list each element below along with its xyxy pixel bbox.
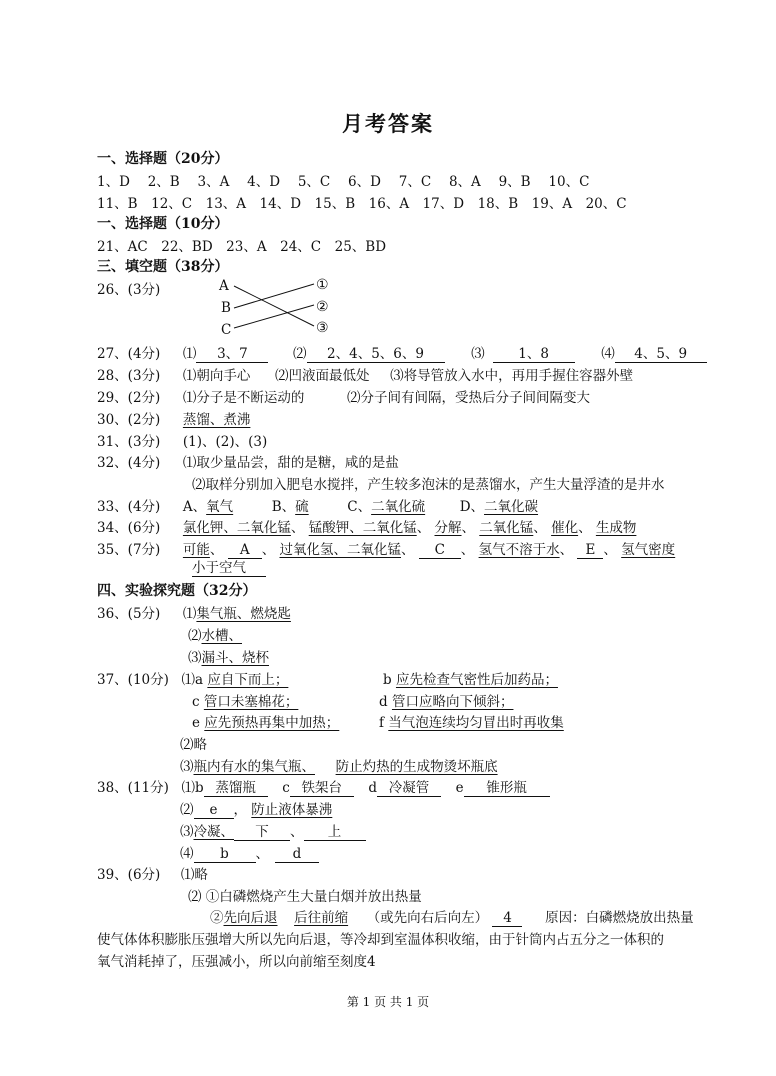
q38-row-1 [97,776,550,797]
q28-answer-3: ⑶将导管放入水中，再用手握住容器外壁 [390,368,634,384]
q38-part-4-answer-1: b [194,847,256,863]
q34-answer-6: 生成物 [595,520,637,536]
q38-row-3: ⑶冷凝、 下 、 上 [180,820,366,841]
q38-c-answer: 铁架台 [290,781,354,797]
q32-answer-2: ⑵取样分别加入肥皂水搅拌，产生较多泡沫的是蒸馏水，产生大量浮渣的是井水 [192,477,665,493]
q38-part-4-answer-2: d [275,847,319,863]
section-heading-4: 四、实验探究题（32分） [97,583,257,599]
q37-a-label: ⑴a [181,672,204,688]
q29-number: 29、(2分) [97,390,161,406]
match-left-b: B [221,300,231,316]
q36-row-2 [188,624,242,644]
q36-number: 36、(5分) [97,606,161,622]
q37-a-answer: 应自下而上； [207,672,289,688]
q27-answer-3: 1、8 [493,347,575,363]
q35-answer-8: 小于空气 [192,561,266,577]
match-line-c-2 [234,305,314,328]
q34-answer-2: 锰酸钾、二氧化锰 [308,520,417,536]
q37-f-label: f [379,715,384,731]
q39-part-1: ⑴略 [180,867,208,883]
q28-answer-1: ⑴朝向手心 [182,368,251,384]
match-right-2: ② [316,299,329,315]
q28-number: 28、(3分) [97,368,161,384]
q35-number: 35、(7分) [97,542,161,558]
q38-part-2-answer-1: e [194,803,234,819]
q38-c-label: c [282,780,290,796]
q33-d-answer: 二氧化碳 [484,499,539,515]
q27-answer-4: 4、5、9 [615,347,707,363]
section-heading-2: 一、选择题（10分） [97,216,229,232]
q39-number: 39、(6分) [97,867,161,883]
q29-row [97,386,590,406]
q33-row [97,495,538,515]
q33-a-answer: 氧气 [206,499,234,515]
q38-row-2: ⑵ e ， 防止液体暴沸 [180,802,333,818]
q39-reason-line-1: 使气体体积膨胀压强增大所以先向后退，等冷却到室温体积收缩，由于针筒内占五分之一体积的 [97,932,664,948]
matching-lines [210,272,320,332]
q37-b-answer: 应先检查气密性后加药品； [395,672,558,688]
q39-answer-move-2: 后往前缩 [294,910,349,926]
q37-b-label: b [383,672,392,688]
match-right-3: ③ [316,320,329,336]
q34-answer-3: 分解 [434,520,462,536]
q37-e-label: e [192,715,200,731]
q31-answer: (1)、(2)、(3) [182,434,268,450]
mc-answers-line-1: 1、D 2、B 3、A 4、D 5、C 6、D 7、C 8、A 9、B 10、C [97,174,590,190]
q38-part-2-label: ⑵ [180,802,194,818]
q34-answer-5: 催化 [551,520,579,536]
q33-a-label: A、 [182,499,207,515]
q37-part-3 [180,755,498,775]
q39-answer-alternative: （或先向右后向左） [366,910,489,926]
q38-part-3-answer-3: 上 [304,825,366,841]
q37-part-3-answer-2: 防止灼热的生成物烫坏瓶底 [335,759,498,775]
q38-b-answer: 蒸馏瓶 [204,781,268,797]
q36-part-2-label: ⑵ [188,628,202,644]
q35-row-2 [192,560,266,577]
q39-answer-scale: 4 [492,911,522,927]
q35-answer-5: 氢气不溶于水 [478,542,560,558]
q39-part-2-line-1: ⑵ ①白磷燃烧产生大量白烟并放出热量 [188,889,422,905]
q36-part-3-label: ⑶ [188,650,202,666]
q30-answer: 蒸馏、煮沸 [182,412,251,428]
q27-part-3-label: ⑶ [471,346,485,362]
q35-row: 35、(7分) 可能、 A 、 过氧化氢、二氧化锰、 C 、 氢气不溶于水、 E 、 氢气密度 [97,542,676,558]
match-right-1: ① [316,277,329,293]
q36-answer-2: 水槽、 [201,628,242,644]
match-left-c: C [221,322,232,338]
page-footer: 第 1 页 共 1 页 [346,995,430,1009]
q26-number: 26、(3分) [97,282,161,298]
q35-answer-2: A [228,543,262,559]
q29-answer-2: ⑵分子间有间隔，受热后分子间间隔变大 [347,390,590,406]
q36-answer-1: 集气瓶、燃烧匙 [196,606,291,622]
q33-number: 33、(4分) [97,499,161,515]
q30-number: 30、(2分) [97,412,161,428]
match-line-a-3 [234,286,314,326]
q37-f-answer: 当气泡连续均匀冒出时再收集 [388,715,564,731]
q39-answer-move-1: 先向后退 [223,910,278,926]
q35-answer-3: 过氧化氢、二氧化锰 [279,542,401,558]
q37-part-2: ⑵略 [180,737,207,753]
q33-b-label: B、 [271,499,296,515]
q38-row-4: ⑷ b 、 d [180,842,319,863]
q29-answer-1: ⑴分子是不断运动的 [182,390,305,406]
section-heading-1: 一、选择题（20分） [97,151,229,167]
q39-part-2-line-2 [210,906,694,927]
q35-answer-4: C [419,543,461,559]
q37-row-1 [97,668,288,688]
q39-row-1 [97,863,208,883]
q27-part-4-label: ⑷ [601,346,615,362]
q38-d-label: d [368,780,378,796]
q30-row [97,408,250,428]
q37-c [192,690,298,710]
section-heading-3: 三、填空题（38分） [97,259,229,275]
q38-e-label: e [455,780,464,796]
q38-part-3-answer-2: 下 [234,825,290,841]
q34-row: 34、(6分) 氯化钾、二氧化锰、 锰酸钾、二氧化锰、 分解、 二氧化锰、 催化、 生成物 [97,520,637,536]
q38-part-3-answer-1: 冷凝、 [193,824,234,840]
q31-number: 31、(3分) [97,434,161,450]
q32-answer-1: ⑴取少量品尝，甜的是糖，咸的是盐 [182,455,399,471]
q37-number: 37、(10分) [97,672,169,688]
q38-part-2-answer-2: 防止液体暴沸 [251,802,333,818]
match-left-a: A [219,278,229,294]
q37-f [379,711,564,731]
q38-b-label: ⑴b [181,780,204,796]
q27-part-2-label: ⑵ [293,346,307,362]
q38-e-answer: 锥形瓶 [464,781,550,797]
q28-answer-2: ⑵凹液面最低处 [275,368,370,384]
q27-answer-1: 3、7 [196,347,268,363]
q37-part-3-answer-1: 瓶内有水的集气瓶、 [193,759,315,775]
q35-answer-6: E [577,543,603,559]
q33-c-label: C、 [347,499,372,515]
q33-d-label: D、 [459,499,485,515]
q38-part-4-label: ⑷ [180,846,194,862]
page-title: 月考答案 [342,111,434,136]
mc-answers-line-3: 21、AC 22、BD 23、A 24、C 25、BD [97,239,387,255]
q33-b-answer: 硫 [295,499,309,515]
q33-c-answer: 二氧化硫 [371,499,426,515]
mc-answers-line-2: 11、B 12、C 13、A 14、D 15、B 16、A 17、D 18、B 19、A 20、C [97,196,627,212]
q34-number: 34、(6分) [97,520,161,536]
q28-row [97,364,633,384]
q39-reason-line-2: 氧气消耗掉了，压强减小，所以向前缩至刻度4 [97,954,376,970]
q37-d-label: d [379,694,388,710]
q35-answer-7: 氢气密度 [621,542,676,558]
q27-answer-2: 2、4、5、6、9 [307,347,445,363]
q27-part-1-label: ⑴ [182,346,197,362]
q32-row [97,451,399,471]
q38-part-3-label: ⑶ [180,824,194,840]
q27-number: 27、(4分) [97,346,161,362]
q37-part-3-label: ⑶ [180,759,194,775]
q37-b [383,668,558,688]
q36-row-3 [188,646,269,666]
q27-row [97,342,707,363]
match-line-b-1 [234,284,314,308]
q37-e-answer: 应先预热再集中加热； [204,715,340,731]
q31-row [97,430,267,450]
q35-answer-1: 可能 [182,542,210,558]
q32-number: 32、(4分) [97,455,161,471]
q34-answer-4: 二氧化锰 [479,520,534,536]
q37-c-label: c [192,694,200,710]
q36-answer-3: 漏斗、烧杯 [201,650,269,666]
q39-circle-2-label: ② [210,910,224,926]
q37-d-answer: 管口应略向下倾斜； [391,694,514,710]
q37-d [379,690,513,710]
q34-answer-1: 氯化钾、二氧化锰 [182,520,291,536]
q38-number: 38、(11分) [97,780,169,796]
q37-c-answer: 管口未塞棉花； [203,694,299,710]
q36-part-1-label: ⑴ [182,606,197,622]
q38-d-answer: 冷凝管 [377,781,441,797]
q37-e [192,711,339,731]
q39-reason-start: 原因：白磷燃烧放出热量 [545,910,694,926]
q36-row [97,602,291,622]
